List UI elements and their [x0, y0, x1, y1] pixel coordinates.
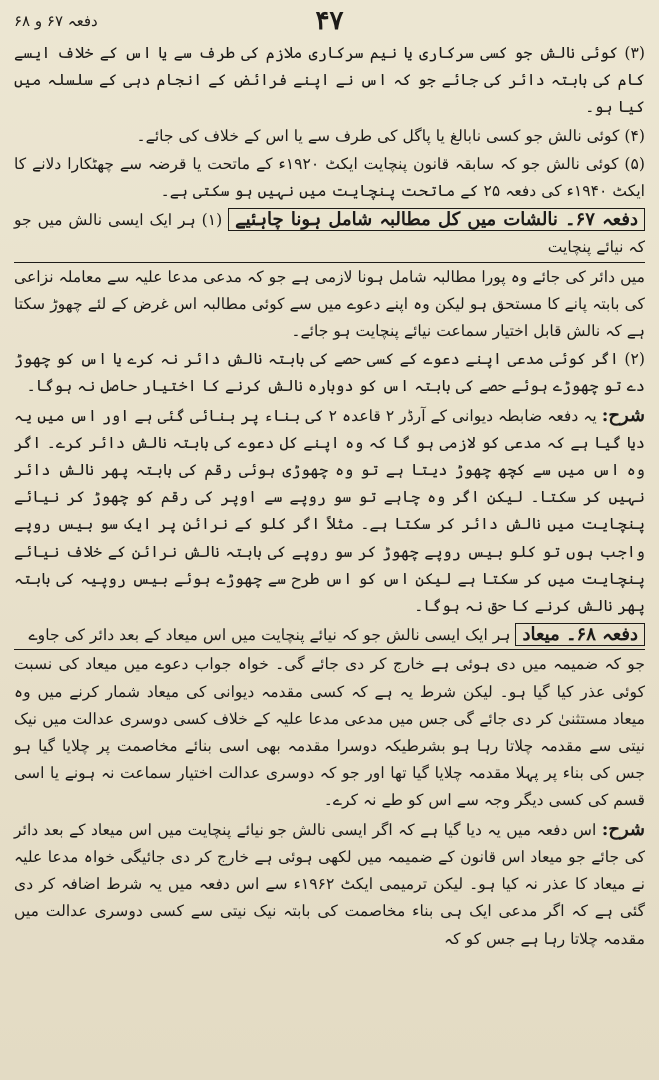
commentary-2 [14, 816, 645, 953]
running-head: دفعہ ۶۷ و ۶۸ [14, 12, 98, 30]
section-68-heading-line [14, 621, 645, 650]
page-body [14, 40, 645, 953]
paragraph-clause-4: (۴) کوئی نالش جو کسی نابالغ یا پاگل کی طرف سے یا اس کے خلاف کی جائے۔ [136, 126, 645, 145]
commentary-label: شرح: [601, 404, 645, 426]
commentary-1 [14, 402, 645, 621]
section-67-body: میں دائر کی جائے وہ پورا مطالبہ شامل ہونا لازمی ہے جو کہ مدعی مدعا علیہ سے معاملہ نزاعی کی بابتہ پانے کا مستحق ہو لیکن وہ اپنے دعوے میں سے کوئی مطالبہ اس غرض کے لئے چھوڑ سکتا ہے کہ نالش قابل اختیار سماعت نیائے پنچایت ہو جائے۔ [14, 267, 645, 341]
section-68-body: جو کہ ضمیمہ میں دی ہوئی ہے خارج کر دی جائے گی۔ خواہ جواب دعوے میں میعاد کی نسبت کوئی عذر کیا گیا ہو۔ لیکن شرط یہ ہے کہ کسی مقدمہ دیوانی کی میعاد شمار کرنے میں وہ میعاد مستثنیٰ کر دی جائے گی جس میں مدعی مدعا علیہ کے خلاف کسی دوسری عدالت میں نیک نیتی سے مقدمہ چلاتا رہا ہو بشرطیکہ دوسرا مقدمہ بھی اسی بنائے مخاصمت پر چلایا گیا ہو جس کی بناء پر پہلا مقدمہ چلایا گیا تھا اور جو کہ دوسری عدالت اختیار سماعت نہ ہونے یا اسی قسم کی کسی دیگر وجہ سے اس کو طے نہ کرے۔ [14, 655, 645, 810]
commentary-2-text: اس دفعہ میں یہ دیا گیا ہے کہ اگر ایسی نالش جو نیائے پنچایت میں اس میعاد کے بعد دائر کی جائے جو میعاد اس قانون کے ضمیمہ میں لکھی ہوئی ہے خارج کر دی جائیگی خواہ مدعا علیہ نے میعاد کا عذر نہ کیا ہو۔ لیکن ترمیمی ایکٹ ۱۹۶۲ء سے اس دفعہ میں یہ شرط اضافہ کر دی گئی ہے کہ اگر مدعی ایک ہی بناء مخاصمت کی بابتہ نیک نیتی سے کسی دوسری عدالت میں مقدمہ چلاتا رہا ہے جس کو کہ [14, 820, 645, 948]
paragraph-clause-3: (۳) کوئی نالش جو کسی سرکاری یا نیم سرکاری ملازم کی طرف سے یا اس کے خلاف ایسے کام کی بابتہ دائر کی جائے جو کہ اس نے اپنے فرائض کے انجام دہی کے سلسلہ میں کیا ہو۔ [14, 44, 645, 117]
section-68-lead: ہر ایک ایسی نالش جو کہ نیائے پنچایت میں اس میعاد کے بعد دائر کی جاوے [28, 626, 511, 645]
section-67-clause-2: (۲) اگر کوئی مدعی اپنے دعوے کے کسی حصے کی بابتہ نالش دائر نہ کرے یا اس کو چھوڑ دے تو چھوڑے ہوئے حصے کی بابتہ اس کو دوبارہ نالش کرنے کا اختیار حاصل نہ ہوگا۔ [14, 350, 645, 396]
section-67-lead: (۱) ہر ایک ایسی نالش میں جو کہ نیائے پنچایت [14, 211, 645, 257]
page-number: ۴۷ [315, 6, 344, 36]
section-67-heading-line [14, 206, 645, 262]
section-68-heading: دفعہ ۶۸۔ میعاد [515, 623, 645, 646]
paragraph-clause-5: (۵) کوئی نالش جو کہ سابقہ قانون پنچایت ایکٹ ۱۹۲۰ء کے ماتحت یا قرضہ سے چھٹکارا دلانے کا ایکٹ ۱۹۴۰ء کی دفعہ ۲۵ کے ماتحت پنچایت میں نہیں ہو سکتی ہے۔ [14, 154, 645, 201]
commentary-1-text: یہ دفعہ ضابطہ دیوانی کے آرڈر ۲ قاعدہ ۲ کی بناء پر بنائی گئی ہے اور اس میں یہ دیا گیا ہے کہ مدعی کو لازمی ہو گا کہ وہ اپنے کل دعوے کی بابتہ نالش دائر کرے۔ اگر وہ اس میں سے کچھ چھوڑ دیتا ہے تو وہ چھوڑی ہوئی رقم کی بابتہ پھر نالش دائر نہیں کر سکتا۔ لیکن اگر وہ چاہے تو سو روپے سے اوپر کی رقم کو چھوڑ کر نیائے پنچایت میں نالش دائر کر سکتا ہے۔ مثلاً اگر کلو کے نرائن پر ایک سو بیس روپے واجب ہوں تو کلو بیس روپے چھوڑ کر سو روپے کی بابتہ نالش نرائن کے خلاف نیائے پنچایت میں کر سکتا ہے لیکن اس کو اس طرح سے چھوڑے ہوئے بیس روپیہ کی بابتہ پھر نالش کرنے کا حق نہ ہوگا۔ [14, 406, 645, 616]
section-67-heading: دفعہ ۶۷۔ نالشات میں کل مطالبہ شامل ہونا چاہئیے [228, 208, 645, 231]
page-header [14, 6, 645, 40]
commentary-2-label: شرح: [601, 818, 645, 840]
